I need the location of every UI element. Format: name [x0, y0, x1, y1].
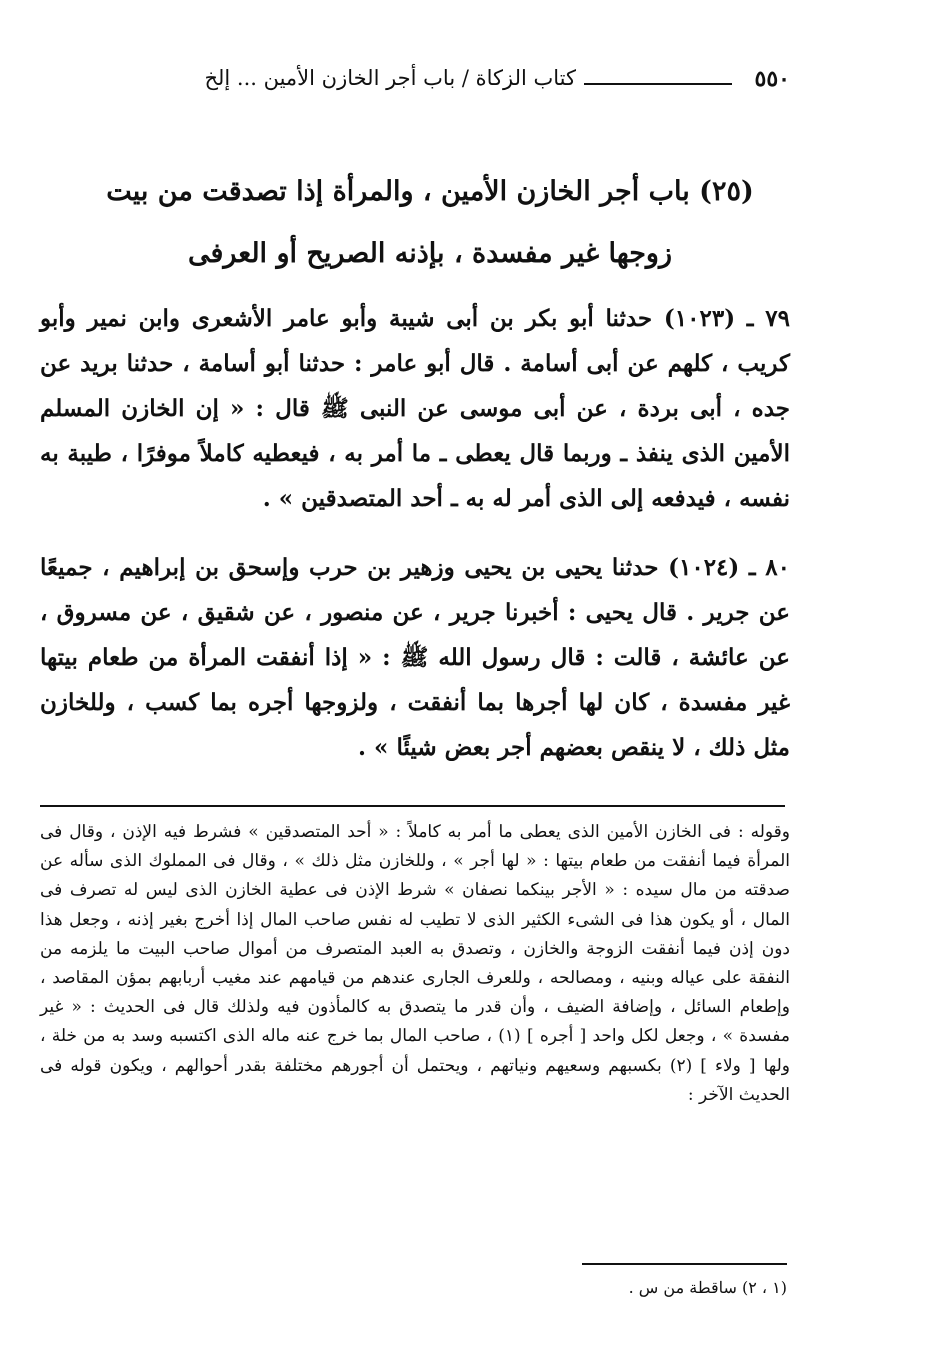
footnote: (١ ، ٢) ساقطة من س .	[628, 1278, 787, 1297]
header-rule	[584, 83, 732, 85]
running-header	[30, 66, 790, 100]
commentary-separator	[40, 805, 785, 807]
chapter-heading-line-1: (٢٥) باب أجر الخازن الأمين ، والمرأة إذا تصدقت من بيت	[106, 176, 754, 207]
running-title: كتاب الزكاة / باب أجر الخازن الأمين ... إلخ	[204, 66, 576, 90]
footnote-rule	[582, 1263, 787, 1265]
hadith-paragraph: ٨٠ ـ (١٠٢٤) حدثنا يحيى بن يحيى وزهير بن حرب وإسحق بن إبراهيم ، جميعًا عن جرير . قال يحيى : أخبرنا جرير ، عن منصور ، عن شقيق ، عن مسروق ، عن عائشة ، قالت : قال رسول الله ﷺ : « إذا أنفقت المرأة من طعام بيتها غير مفسدة ، كان لها أجرها بما أنفقت ، ولزوجها أجره بما كسب ، وللخازن مثل ذلك ، لا ينقص بعضهم أجر بعض شيئًا » .	[40, 554, 791, 761]
page-number: ٥٥٠	[754, 66, 790, 92]
commentary-paragraph: وقوله : فى الخازن الأمين الذى يعطى ما أمر به كاملاً : « أحد المتصدقين » فشرط فيه الإذن ، وقال فى المرأة فيما أنفقت من طعام بيتها : « لها أجر » ، وللخازن مثل ذلك » ، وقال فى المملوك الذى سأله عن صدقته من مال سيده : « الأجر بينكما نصفان » شرط الإذن فى عطية الخازن الذى ليس له تصرف فى المال ، أو يكون هذا فى الشىء الكثير الذى لا تطيب له نفس صاحب المال إذا أخرج بغير إذنه ، وجعل هذا دون إذن فيما أنفقت الزوجة والخازن ، وتصدق به العبد المتصرف من أموال صاحب البيت ما يلزمه من النفقة على عياله وبنيه ، ومصالحه ، وللعرف الجارى عندهم من قيامهم عند مغيب أربابهم بمؤن المقاصد ، وإطعام السائل ، وإضافة الضيف ، وأن قدر ما يتصدق به كالمأذون فيه ولذلك قال فى الحديث : « غير مفسدة » ، وجعل لكل واحد [ أجره ] (١) ، صاحب المال بما خرج عنه ماله الذى اكتسبه وسد به من خلة ، ولها [ ولاء ] (٢) بكسبهم وسعيهم ونياتهم ، ويحتمل أن أجورهم مختلفة بقدر أحوالهم ، ويكون قوله فى الحديث الآخر :	[40, 822, 790, 1105]
hadith-paragraph: ٧٩ ـ (١٠٢٣) حدثنا أبو بكر بن أبى شيبة وأبو عامر الأشعرى وابن نمير وأبو كريب ، كلهم عن أبى أسامة . قال أبو عامر : حدثنا أبو أسامة ، حدثنا بريد عن جده ، أبى بردة ، عن أبى موسى عن النبى ﷺ قال : « إن الخازن المسلم الأمين الذى ينفذ ـ وربما قال يعطى ـ ما أمر به ، فيعطيه كاملاً موفرًا ، طيبة به نفسه ، فيدفعه إلى الذى أمر له به ـ أحد المتصدقين » .	[40, 305, 790, 512]
chapter-heading-line-2: زوجها غير مفسدة ، بإذنه الصريح أو العرفى	[188, 238, 672, 269]
